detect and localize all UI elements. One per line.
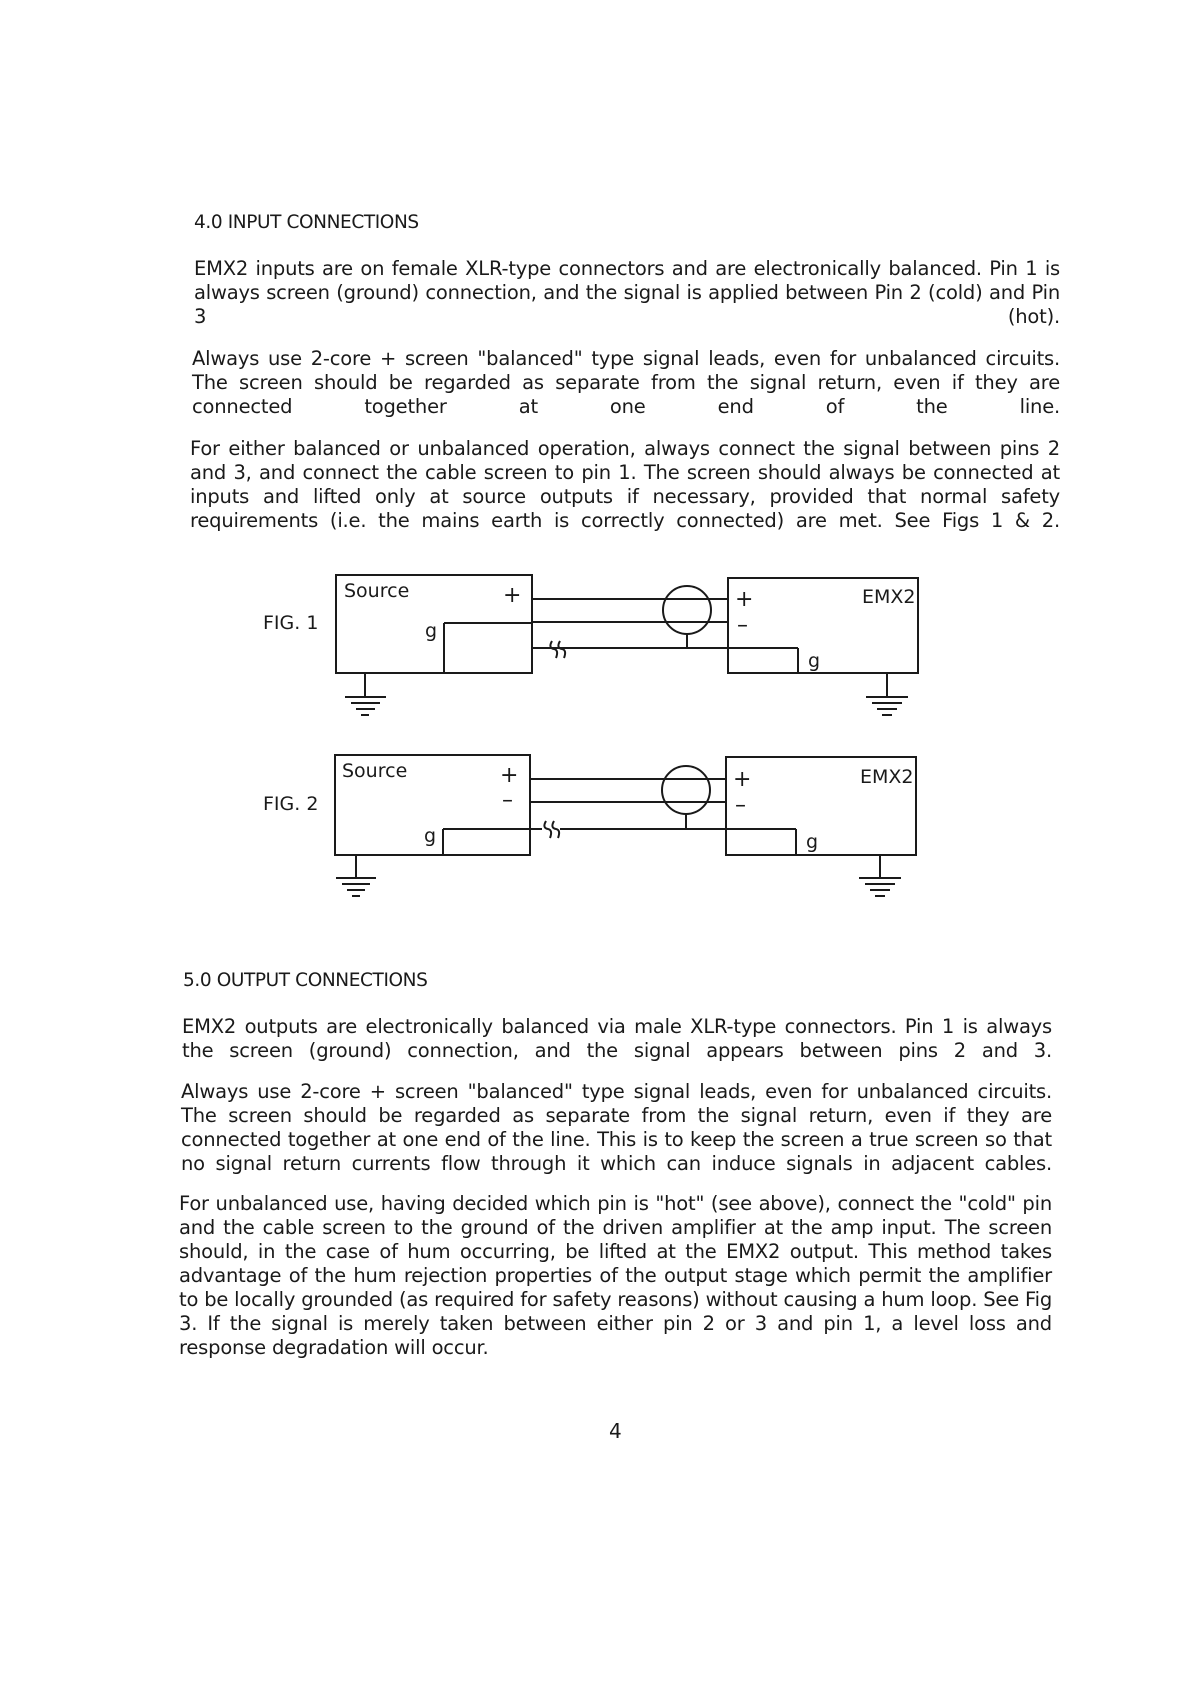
fig2-emx2-plus: +	[733, 767, 752, 792]
fig2-shield-circle	[662, 766, 710, 814]
fig1-source-plus: +	[503, 583, 522, 608]
fig1-source-label: Source	[344, 580, 410, 602]
page-number: 4	[609, 1419, 622, 1443]
fig1-emx2-minus: –	[737, 613, 748, 638]
fig1-source-g: g	[425, 620, 438, 642]
fig1-emx2-g: g	[808, 650, 821, 672]
fig2-emx2-g: g	[806, 831, 819, 853]
fig1-label: FIG. 1	[263, 612, 319, 634]
output-paragraph-1: EMX2 outputs are electronically balanced via male XLR-type connectors. Pin 1 is always the screen (ground) connection, and the signal appears between pins 2 and 3.	[182, 1015, 1052, 1062]
input-paragraph-1: EMX2 inputs are on female XLR-type connectors and are electronically balanced. Pin 1 is always screen (ground) connection, and the signal is applied between Pin 2 (cold) and Pin 3 (hot).	[194, 257, 1060, 328]
fig1-diagram	[320, 565, 940, 735]
fig2-emx2-minus: –	[735, 793, 746, 818]
output-paragraph-3: For unbalanced use, having decided which pin is "hot" (see above), connect the "cold" pin and the cable screen to the ground of the driven amplifier at the amp input. The screen should, in the case of hum occurring, be lifted at the EMX2 output. This method takes advantage of the hum rejection properties of the output stage which permit the amplifier to be locally grounded (as required for safety reasons) without causing a hum loop. See Fig 3. If the signal is merely taken between either pin 2 or 3 and pin 1, a level loss and response degradation will occur.	[179, 1192, 1052, 1359]
fig1-emx2-plus: +	[735, 587, 754, 612]
fig2-emx2-label: EMX2	[860, 766, 914, 788]
fig2-diagram	[320, 745, 940, 915]
fig2-source-label: Source	[342, 760, 408, 782]
fig2-source-minus: –	[502, 788, 513, 813]
fig1-shield-circle	[663, 586, 711, 634]
output-connections-heading: 5.0 OUTPUT CONNECTIONS	[183, 970, 428, 991]
fig2-label: FIG. 2	[263, 793, 319, 815]
fig2-source-plus: +	[500, 763, 519, 788]
input-paragraph-3: For either balanced or unbalanced operation, always connect the signal between pins 2 and 3, and connect the cable screen to pin 1. The screen should always be connected at inputs and lifted only at source outputs if necessary, provided that normal safety requirements (i.e. the mains earth is correctly connected) are met. See Figs 1 & 2.	[190, 437, 1060, 532]
fig1-emx2-label: EMX2	[862, 586, 916, 608]
input-connections-heading: 4.0 INPUT CONNECTIONS	[194, 212, 419, 233]
input-paragraph-2: Always use 2-core + screen "balanced" type signal leads, even for unbalanced circuits. The screen should be regarded as separate from the signal return, even if they are connected together at one end of the line.	[192, 347, 1060, 418]
fig2-source-g: g	[424, 825, 437, 847]
output-paragraph-2: Always use 2-core + screen "balanced" type signal leads, even for unbalanced circuits. The screen should be regarded as separate from the signal return, even if they are connected together at one end of the line. This is to keep the screen a true screen so that no signal return currents flow through it which can induce signals in adjacent cables.	[181, 1080, 1052, 1175]
